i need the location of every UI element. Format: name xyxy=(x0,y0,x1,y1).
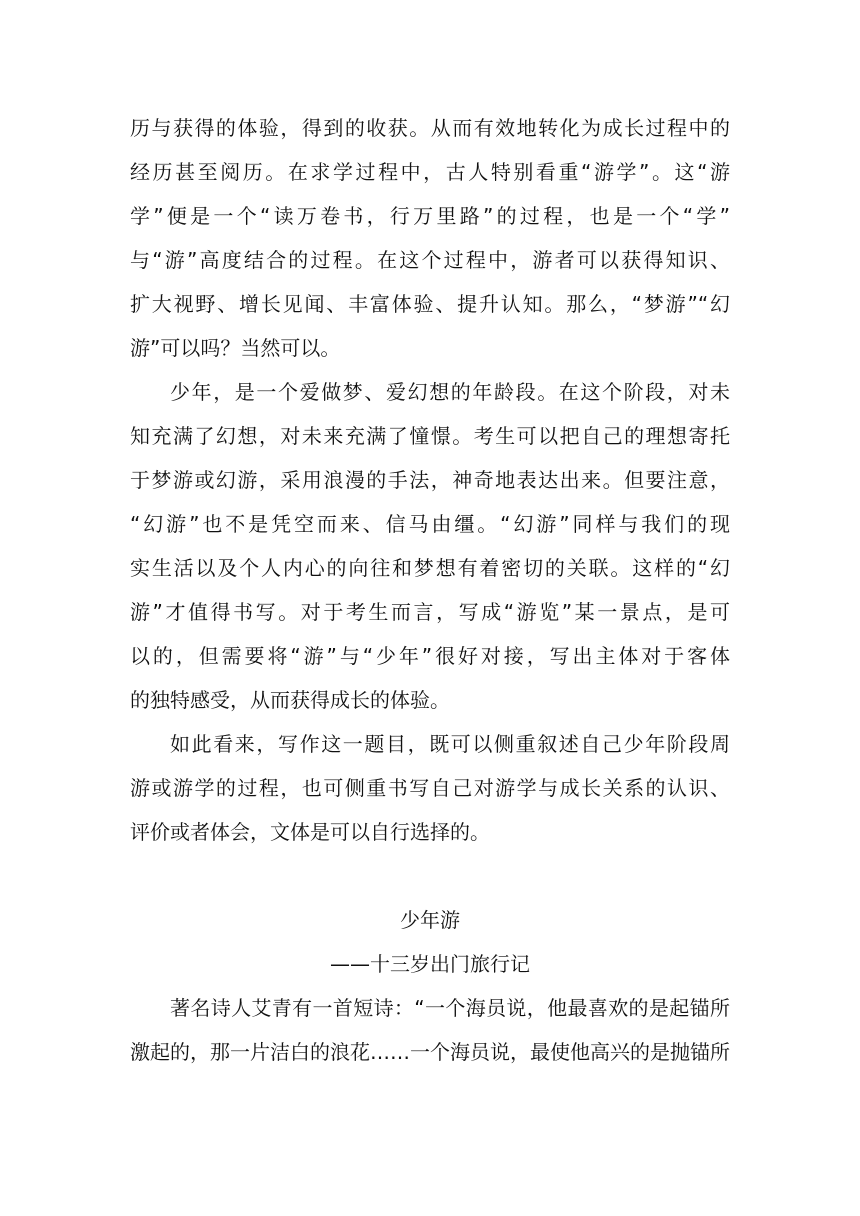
text-line: 如此看来，写作这一题目，既可以侧重叙述自己少年阶段周 xyxy=(170,732,730,756)
text-line: 知充满了幻想，对未来充满了憧憬。考生可以把自己的理想寄托 xyxy=(130,424,730,448)
text-line: 评价或者体会，文体是可以自行选择的。 xyxy=(130,820,490,844)
essay xyxy=(130,898,730,1074)
text-line: 游或游学的过程，也可侧重书写自己对游学与成长关系的认识、 xyxy=(130,776,730,800)
text-line: 历与获得的体验，得到的收获。从而有效地转化为成长过程中的 xyxy=(130,116,730,140)
text-line: 经历甚至阅历。在求学过程中，古人特别看重“游学”。这“游 xyxy=(130,160,730,184)
text-line: 激起的，那一片洁白的浪花……一个海员说，最使他高兴的是抛锚所 xyxy=(130,1040,730,1064)
essay-subtitle: ——十三岁出门旅行记 xyxy=(330,952,530,976)
text-line: 以的，但需要将“游”与“少年”很好对接，写出主体对于客体 xyxy=(130,644,730,668)
text-line: 著名诗人艾青有一首短诗：“一个海员说，他最喜欢的是起锚所 xyxy=(170,996,730,1020)
text-line: 于梦游或幻游，采用浪漫的手法，神奇地表达出来。但要注意， xyxy=(130,468,730,492)
text-line: 实生活以及个人内心的向往和梦想有着密切的关联。这样的“幻 xyxy=(130,556,730,580)
paragraph-3 xyxy=(130,722,730,854)
text-line: 的独特感受，从而获得成长的体验。 xyxy=(130,688,450,712)
text-line: 少年，是一个爱做梦、爱幻想的年龄段。在这个阶段，对未 xyxy=(170,380,730,404)
document-page xyxy=(130,106,730,1074)
essay-title: 少年游 xyxy=(400,908,460,932)
text-line: 学”便是一个“读万卷书，行万里路”的过程，也是一个“学” xyxy=(130,204,730,228)
text-line: “幻游”也不是凭空而来、信马由缰。“幻游”同样与我们的现 xyxy=(130,512,730,536)
paragraph-1 xyxy=(130,106,730,370)
text-line: 与“游”高度结合的过程。在这个过程中，游者可以获得知识、 xyxy=(130,248,730,272)
paragraph-2 xyxy=(130,370,730,722)
text-line: 游”才值得书写。对于考生而言，写成“游览”某一景点，是可 xyxy=(130,600,730,624)
text-line: 游”可以吗？当然可以。 xyxy=(130,336,341,360)
text-line: 扩大视野、增长见闻、丰富体验、提升认知。那么，“梦游”“幻 xyxy=(130,292,730,316)
section-gap xyxy=(130,854,730,898)
